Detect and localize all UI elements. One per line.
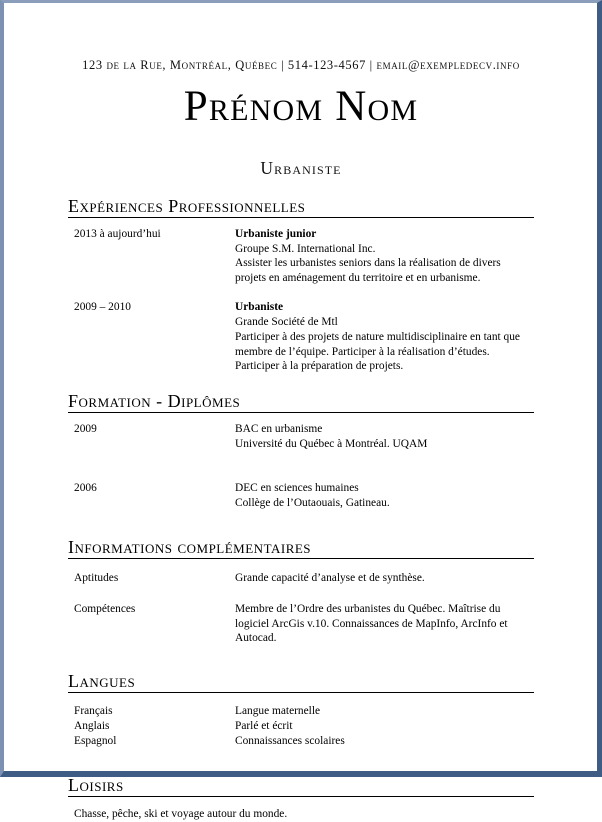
entry-period: 2009 – 2010 — [74, 301, 131, 314]
section-body — [68, 413, 534, 510]
entry-details — [235, 422, 534, 452]
entry-degree: BAC en urbanisme — [235, 423, 323, 436]
language-row — [68, 719, 534, 734]
section-informations — [68, 537, 534, 646]
entry-institution: Université du Québec à Montréal. UQAM — [235, 438, 428, 451]
info-value: Membre de l’Ordre des urbanistes du Québec. Maîtrise du logiciel ArcGis v.10. Connaissances de MapInfo, ArcInfo et Autocad. — [235, 602, 508, 645]
language-row — [68, 704, 534, 719]
experience-entry — [68, 300, 534, 374]
entry-degree: DEC en sciences humaines — [235, 482, 359, 495]
entry-job-title: Urbaniste junior — [235, 227, 317, 240]
info-value: Grande capacité d’analyse et de synthèse. — [235, 571, 425, 584]
info-row — [68, 571, 534, 586]
resume-content — [68, 3, 534, 822]
entry-job-title: Urbaniste — [235, 301, 284, 314]
section-heading: Langues — [68, 671, 534, 693]
page-sheet — [4, 3, 597, 820]
loisirs-text: Chasse, pêche, ski et voyage autour du monde. — [74, 808, 288, 820]
entry-details — [235, 227, 534, 286]
language-name: Français — [74, 705, 113, 718]
job-title-subtitle: Urbaniste — [260, 157, 342, 178]
entry-institution: Collège de l’Outaouais, Gatineau. — [235, 496, 390, 509]
entry-description: Assister les urbanistes seniors dans la réalisation de divers projets en aménagement du territoire et en urbanisme. — [235, 257, 501, 285]
entry-organization: Groupe S.M. International Inc. — [235, 242, 376, 255]
section-body — [68, 218, 534, 374]
education-entry — [68, 481, 534, 511]
language-name: Espagnol — [74, 735, 117, 748]
section-heading: Loisirs — [68, 775, 534, 797]
entry-period: 2013 à aujourd’hui — [74, 227, 161, 240]
language-level: Connaissances scolaires — [235, 735, 345, 748]
section-formation — [68, 391, 534, 510]
language-level: Langue maternelle — [235, 705, 321, 718]
section-heading: Formation - Diplômes — [68, 391, 534, 413]
entry-description: Participer à des projets de nature multidisciplinaire en tant que membre de l’équipe. Participer à la réalisation d’études. Participer à la préparation de projets. — [235, 330, 520, 373]
section-body — [68, 559, 534, 646]
language-name: Anglais — [74, 720, 110, 733]
section-body — [68, 693, 534, 748]
entry-details — [235, 300, 534, 374]
language-level: Parlé et écrit — [235, 720, 293, 733]
section-heading: Informations complémentaires — [68, 537, 534, 559]
contact-line: 123 de la Rue, Montréal, Québec | 514-123-4567 | email@exempledecv.info — [82, 58, 520, 72]
section-langues — [68, 671, 534, 749]
info-label: Aptitudes — [74, 571, 119, 584]
entry-period: 2006 — [74, 482, 97, 495]
language-row — [68, 734, 534, 749]
section-heading: Expériences Professionnelles — [68, 196, 534, 218]
education-entry — [68, 422, 534, 452]
section-loisirs — [68, 775, 534, 822]
info-label: Compétences — [74, 602, 136, 615]
info-row — [68, 602, 534, 646]
section-experiences — [68, 196, 534, 375]
entry-details — [235, 481, 534, 511]
page-title: Prénom Nom — [183, 83, 419, 130]
entry-organization: Grande Société de Mtl — [235, 315, 338, 328]
experience-entry — [68, 227, 534, 286]
entry-period: 2009 — [74, 423, 97, 436]
